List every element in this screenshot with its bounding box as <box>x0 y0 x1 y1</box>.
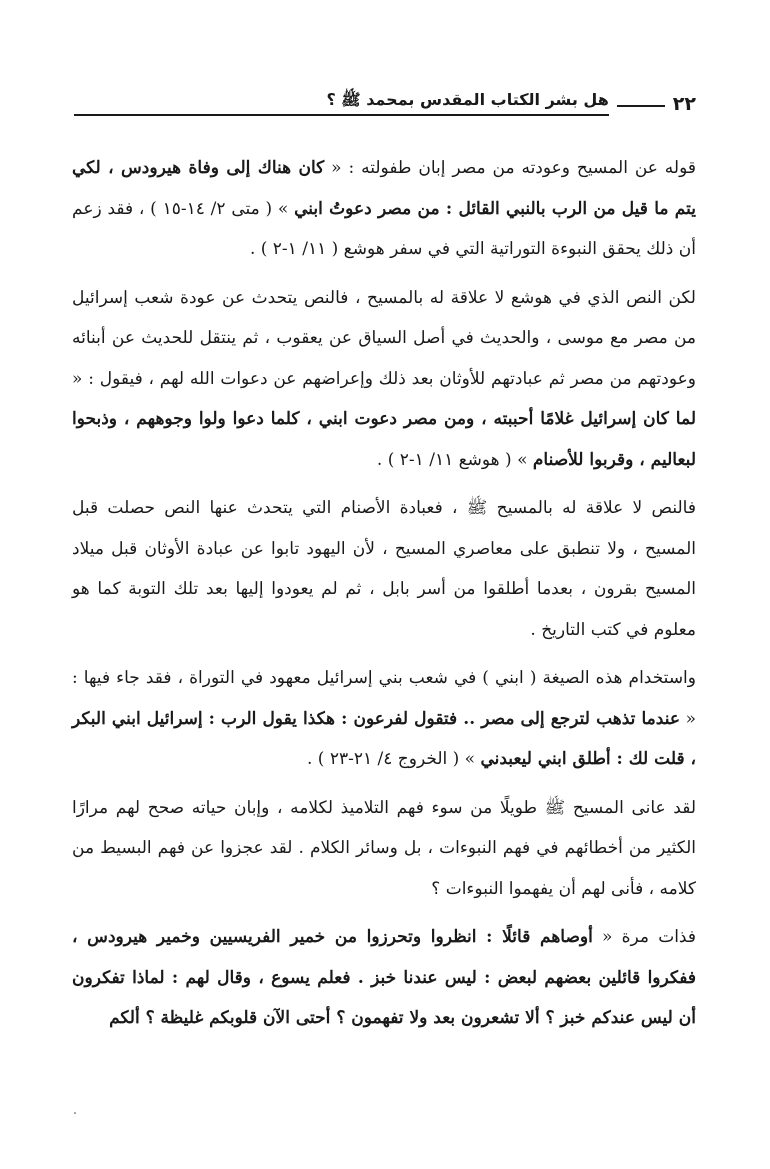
running-header <box>74 88 696 116</box>
paragraph-text: لكن النص الذي في هوشع لا علاقة له بالمسيح ، فالنص يتحدث عن عودة شعب إسرائيل من مصر مع موسى ، والحديث في أصل السياق عن يعقوب ، ثم ينتقل للحديث عن أبنائه وعودتهم من مصر ثم عبادتهم للأوثان بعد ذلك وإعراضهم عن دعوات الله لهم ، فيقول : « <box>72 287 696 389</box>
paragraph-text: فذات مرة « <box>592 927 696 947</box>
paragraph-2 <box>72 278 696 481</box>
paragraph-text: » ( متى ٢/ ١٤-١٥ ) ، فقد زعم أن ذلك يحقق النبوءة التوراتية التي في سفر هوشع ( ١١/ ١-٢ ) . <box>72 198 696 259</box>
paragraph-text: فالنص لا علاقة له بالمسيح ﷺ ، فعبادة الأصنام التي يتحدث عنها النص حصلت قبل المسيح ، ولا تنطبق على معاصري المسيح ، لأن اليهود تابوا عن عبادة الأوثان قبل ميلاد المسيح بقرون ، بعدما أطلقوا من أسر بابل ، ثم لم يعودوا إليها بعد تلك التوبة كما هو معلوم في كتب التاريخ . <box>72 498 696 640</box>
paragraph-text: لقد عانى المسيح ﷺ طويلًا من سوء فهم التلاميذ لكلامه ، وإبان حياته صحح لهم مرارًا الكثير من أخطائهم في فهم النبوءات ، بل وسائر الكلام . لقد عجزوا عن فهم البسيط من كلامه ، فأنى لهم أن يفهموا النبوءات ؟ <box>72 797 696 899</box>
quotation-text: لما كان إسرائيل غلامًا أحببته ، ومن مصر دعوت ابني ، كلما دعوا ولوا وجوههم ، وذبحوا لبعاليم ، وقربوا للأصنام <box>72 409 696 470</box>
paragraph-text: قوله عن المسيح وعودته من مصر إبان طفولته : « <box>324 158 697 178</box>
running-title: هل بشر الكتاب المقدس بمحمد ﷺ ؟ <box>74 88 609 116</box>
paragraph-6 <box>72 917 696 1039</box>
paragraph-text: » ( الخروج ٤/ ٢١-٢٣ ) . <box>306 749 481 769</box>
quotation-text: كان هناك إلى وفاة هيرودس ، لكي يتم ما قيل من الرب بالنبي القائل : من مصر دعوتُ ابني <box>72 158 696 219</box>
header-dash <box>617 105 665 107</box>
quotation-text: عندما تذهب لترجع إلى مصر .. فتقول لفرعون : هكذا يقول الرب : إسرائيل ابني البكر ، قلت لك : أطلق ابني ليعبدني <box>72 708 696 769</box>
paragraph-3 <box>72 488 696 650</box>
paragraph-text: » ( هوشع ١١/ ١-٢ ) . <box>376 449 533 470</box>
paragraph-1 <box>72 148 696 270</box>
quotation-text: أوصاهم قائلًا : انظروا وتحرزوا من خمير الفريسيين وخمير هيرودس ، ففكروا قائلين بعضهم لبعض : ليس عندنا خبز . فعلم يسوع ، وقال لهم : لماذا تفكرون أن ليس عندكم خبز ؟ ألا تشعرون بعد ولا تفهمون ؟ أحتى الآن قلوبكم غليظة ؟ ألكم <box>72 927 696 1028</box>
page-mark <box>74 1112 76 1114</box>
paragraph-4 <box>72 658 696 780</box>
paragraph-text: واستخدام هذه الصيغة ( ابني ) في شعب بني إسرائيل معهود في التوراة ، فقد جاء فيها : « <box>72 668 696 729</box>
body-text <box>72 148 696 1047</box>
paragraph-5 <box>72 788 696 910</box>
page-number: ٢٢ <box>672 93 696 115</box>
